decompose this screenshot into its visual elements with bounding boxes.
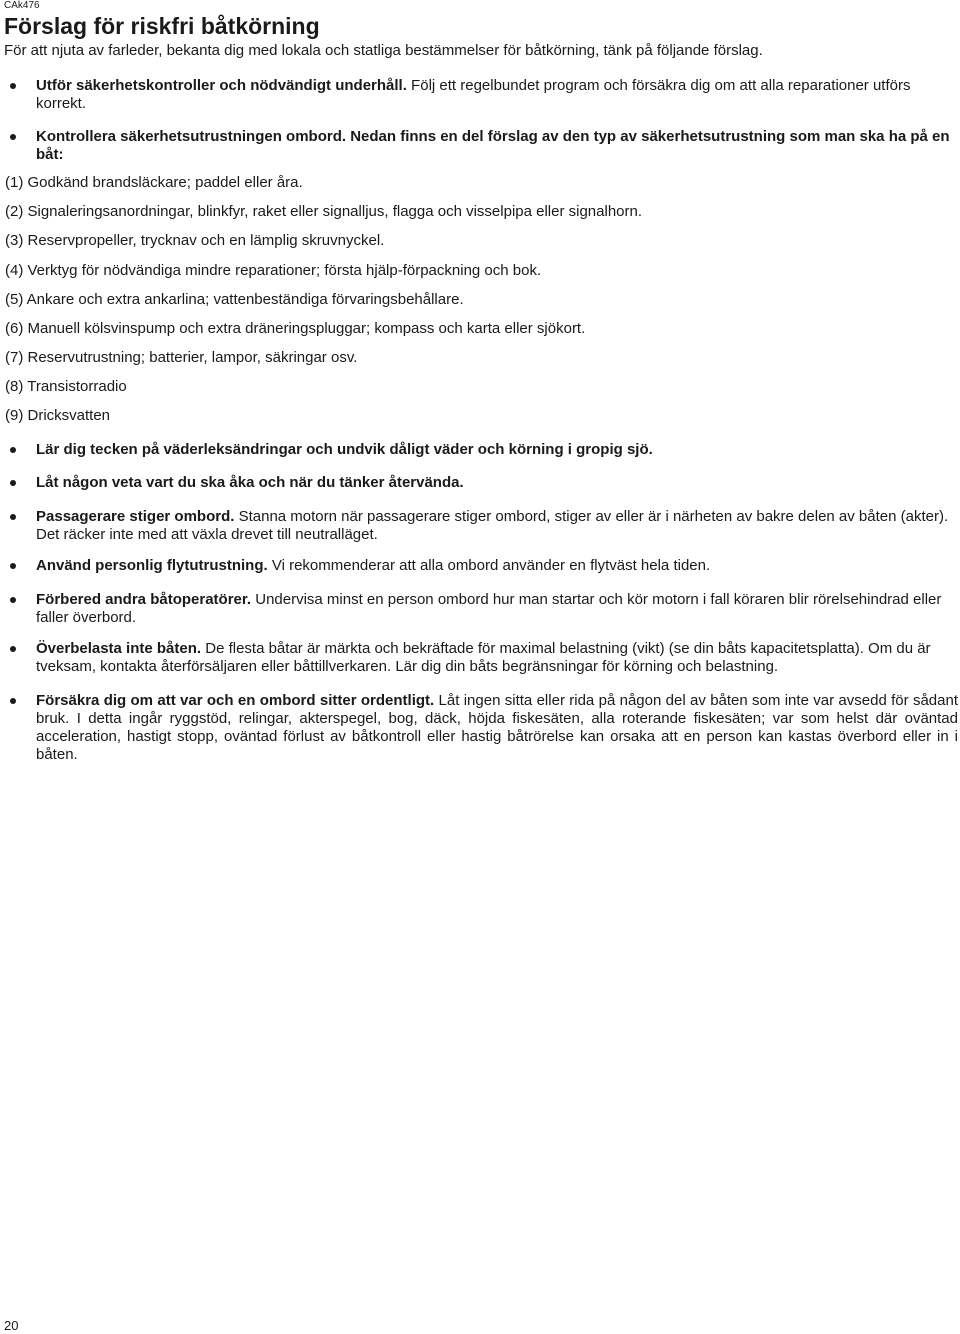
page-number: 20 [4, 1318, 19, 1333]
bullet-item [36, 557, 958, 575]
bullet-text: Undervisa minst en person ombord hur man startar och kör motorn i fall köraren blir rörelsehindrad eller faller överbord. [36, 591, 942, 626]
bullet-text: Vi rekommenderar att alla ombord använder en flytväst hela tiden. [267, 557, 711, 574]
bullet-item [36, 640, 958, 676]
bullet-icon [10, 698, 16, 704]
equipment-item: (5) Ankare och extra ankarlina; vattenbeständiga förvaringsbehållare. [5, 291, 464, 308]
bullet-text: Låt ingen sitta eller rida på någon del av båten som inte var avsedd för sådant bruk. I detta ingår ryggstöd, relingar, akterspegel, bog, däck, höjda fiskesäten, alla roterande fiskesäten; var som helst där oväntad acceleration, hastigt stopp, oväntad förlust av båtkontroll eller hastig båtrörelse kan orsaka att en person kan kastas överbord eller in i båten. [36, 692, 958, 763]
equipment-item: (3) Reservpropeller, trycknav och en lämplig skruvnyckel. [5, 232, 385, 249]
bullet-item [36, 77, 958, 113]
bullet-lead: Låt någon veta vart du ska åka och när du tänker återvända. [36, 474, 464, 491]
equipment-item: (7) Reservutrustning; batterier, lampor, säkringar osv. [5, 349, 358, 366]
equipment-item: (6) Manuell kölsvinspump och extra dräneringspluggar; kompass och karta eller sjökort. [5, 320, 586, 337]
equipment-item: (2) Signaleringsanordningar, blinkfyr, raket eller signalljus, flagga och visselpipa eller signalhorn. [5, 203, 643, 220]
bullet-text: Stanna motorn när passagerare stiger ombord, stiger av eller är i närheten av bakre delen av båten (akter). Det räcker inte med att växla drevet till neutralläget. [36, 508, 949, 543]
bullet-lead: Passagerare stiger ombord. [36, 508, 235, 525]
equipment-item: (1) Godkänd brandsläckare; paddel eller åra. [5, 174, 303, 191]
bullet-item [36, 128, 958, 164]
bullet-item [36, 692, 958, 764]
intro-text: För att njuta av farleder, bekanta dig med lokala och statliga bestämmelser för båtkörning, tänk på följande förslag. [4, 42, 763, 59]
document-code: CAk476 [4, 0, 40, 11]
bullet-icon [10, 480, 16, 486]
bullet-text: De flesta båtar är märkta och bekräftade för maximal belastning (vikt) (se din båts kapacitetsplatta). Om du är tveksam, kontakta återförsäljaren eller båttillverkaren. Lär dig din båts begränsningar för körning och belastning. [36, 640, 931, 675]
bullet-lead: Använd personlig flytutrustning. [36, 557, 268, 574]
bullet-item [36, 474, 958, 492]
bullet-lead: Kontrollera säkerhetsutrustningen ombord. Nedan finns en del förslag av den typ av säkerhetsutrustning som man ska ha på en båt: [36, 128, 950, 163]
bullet-lead: Förbered andra båtoperatörer. [36, 591, 252, 608]
page-title: Förslag för riskfri båtkörning [4, 13, 320, 39]
bullet-item [36, 508, 958, 544]
bullet-lead: Lär dig tecken på väderleksändringar och undvik dåligt väder och körning i gropig sjö. [36, 441, 653, 458]
equipment-item: (9) Dricksvatten [5, 407, 111, 424]
bullet-text: Följ ett regelbundet program och försäkra dig om att alla reparationer utförs korrekt. [36, 77, 911, 112]
bullet-icon [10, 597, 16, 603]
bullet-icon [10, 447, 16, 453]
bullet-icon [10, 83, 16, 89]
equipment-item: (4) Verktyg för nödvändiga mindre reparationer; första hjälp-förpackning och bok. [5, 262, 542, 279]
bullet-lead: Utför säkerhetskontroller och nödvändigt underhåll. [36, 77, 407, 94]
bullet-item [36, 441, 958, 459]
bullet-icon [10, 514, 16, 520]
bullet-item [36, 591, 958, 627]
bullet-lead: Överbelasta inte båten. [36, 640, 202, 657]
bullet-lead: Försäkra dig om att var och en ombord sitter ordentligt. [36, 692, 435, 709]
bullet-icon [10, 134, 16, 140]
bullet-icon [10, 563, 16, 569]
bullet-icon [10, 646, 16, 652]
equipment-item: (8) Transistorradio [5, 378, 127, 395]
